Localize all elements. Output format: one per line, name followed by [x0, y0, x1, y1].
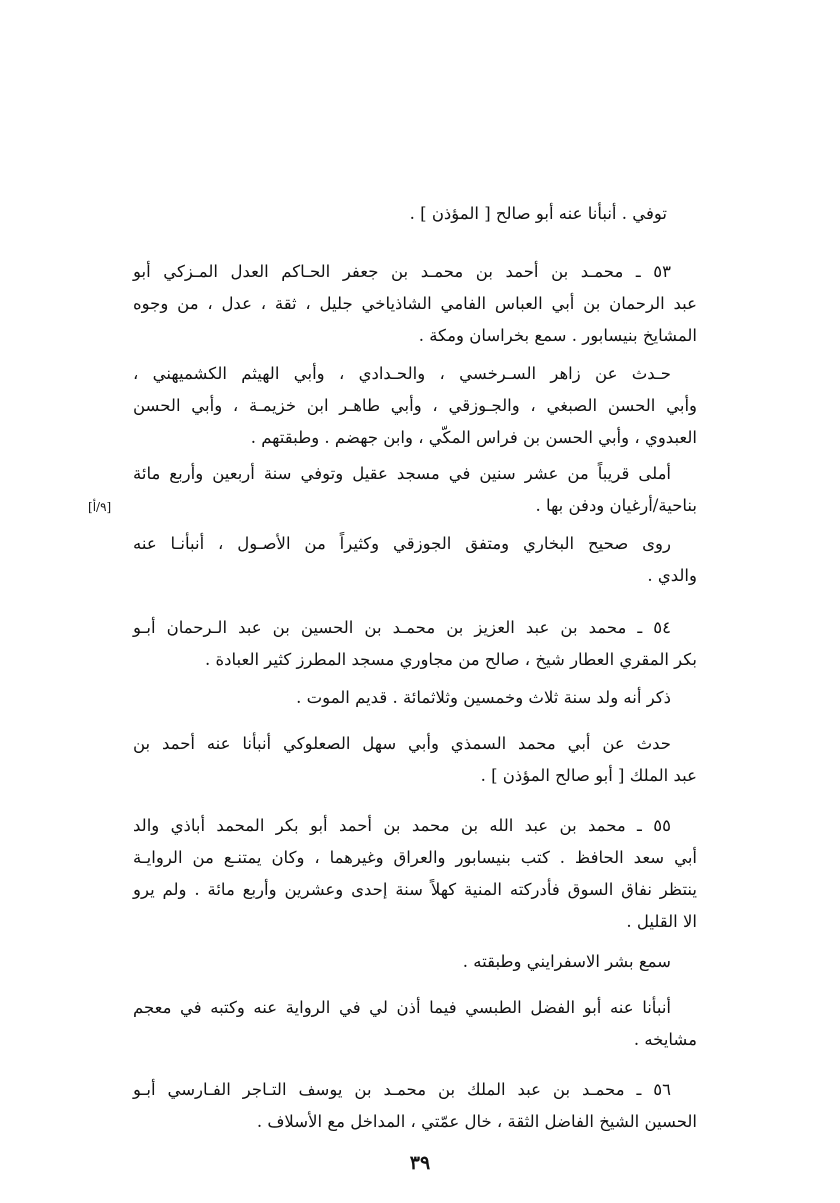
- text-line: عبد الملك [ أبو صالح المؤذن ] .: [480, 766, 697, 785]
- text-line: أملى قريباً من عشر سنين في مسجد عقيل وتوفي سنة أربعين وأربع مائة: [133, 464, 671, 483]
- text-line: حـدث عن زاهر السـرخسي ، والحـدادي ، وأبي الهيثم الكشميهني ،: [133, 364, 671, 383]
- text-line: ينتظر نفاق السوق فأدركته المنية كهلاً سنة إحدى وعشرين وأربع مائة . ولم يرو: [133, 880, 697, 899]
- text-line: ٥٤ ـ محمد بن عبد العزيز بن محمـد بن الحسين بن عبد الـرحمان أبـو: [133, 618, 671, 637]
- text-line: ٥٣ ـ محمـد بن أحمد بن محمـد بن جعفر الحـاكم العدل المـزكي أبو: [133, 262, 671, 281]
- text-line: ٥٦ ـ محمـد بن عبد الملك بن محمـد بن يوسف التـاجر الفـارسي أبـو: [133, 1080, 671, 1099]
- text-line: والدي .: [647, 566, 697, 585]
- text-line: العبدوي ، وأبي الحسن بن فراس المكّي ، وابن جهضم . وطبقتهم .: [250, 428, 697, 447]
- text-line: عبد الرحمان بن أبي العباس الفامي الشاذياخي جليل ، ثقة ، عدل ، من وجوه: [133, 294, 697, 313]
- text-line: روى صحيح البخاري ومتفق الجوزقي وكثيراً من الأصـول ، أنبأنـا عنه: [133, 534, 671, 553]
- text-line: الا القليل .: [626, 912, 697, 931]
- page-number: ٣٩: [409, 1152, 431, 1174]
- text-line: ذكر أنه ولد سنة ثلاث وخمسين وثلاثمائة . قديم الموت .: [296, 688, 671, 707]
- text-line: بناحية/أرغيان ودفن بها .: [535, 496, 697, 515]
- text-line: بكر المقري العطار شيخ ، صالح من مجاوري مسجد المطرز كثير العبادة .: [205, 650, 697, 669]
- text-line: أنبأنا عنه أبو الفضل الطبسي فيما أذن لي في الرواية عنه وكتبه في معجم: [133, 998, 671, 1017]
- text-line: حدث عن أبي محمد السمذي وأبي سهل الصعلوكي أنبأنا عنه أحمد بن: [133, 734, 671, 753]
- folio-marker: [٩/أ]: [88, 500, 112, 514]
- text-line: مشايخه .: [633, 1030, 697, 1049]
- text-line: المشايخ بنيسابور . سمع بخراسان ومكة .: [418, 326, 697, 345]
- text-line: سمع بشر الاسفرايني وطبقته .: [462, 952, 671, 971]
- text-line: الحسين الشيخ الفاضل الثقة ، خال عمّتي ، المداخل مع الأسلاف .: [256, 1112, 697, 1131]
- text-line: ٥٥ ـ محمد بن عبد الله بن محمد بن أحمد أبو بكر المحمد أباذي والد: [133, 816, 671, 835]
- text-line: أبي سعد الحافظ . كتب بنيسابور والعراق وغيرهما ، وكان يمتنـع من الروايـة: [133, 848, 697, 867]
- text-line: توفي . أنبأنا عنه أبو صالح [ المؤذن ] .: [409, 204, 667, 223]
- text-line: وأبي الحسن الصبغي ، والجـوزقي ، وأبي طاهـر ابن خزيمـة ، وأبي الحسن: [133, 396, 697, 415]
